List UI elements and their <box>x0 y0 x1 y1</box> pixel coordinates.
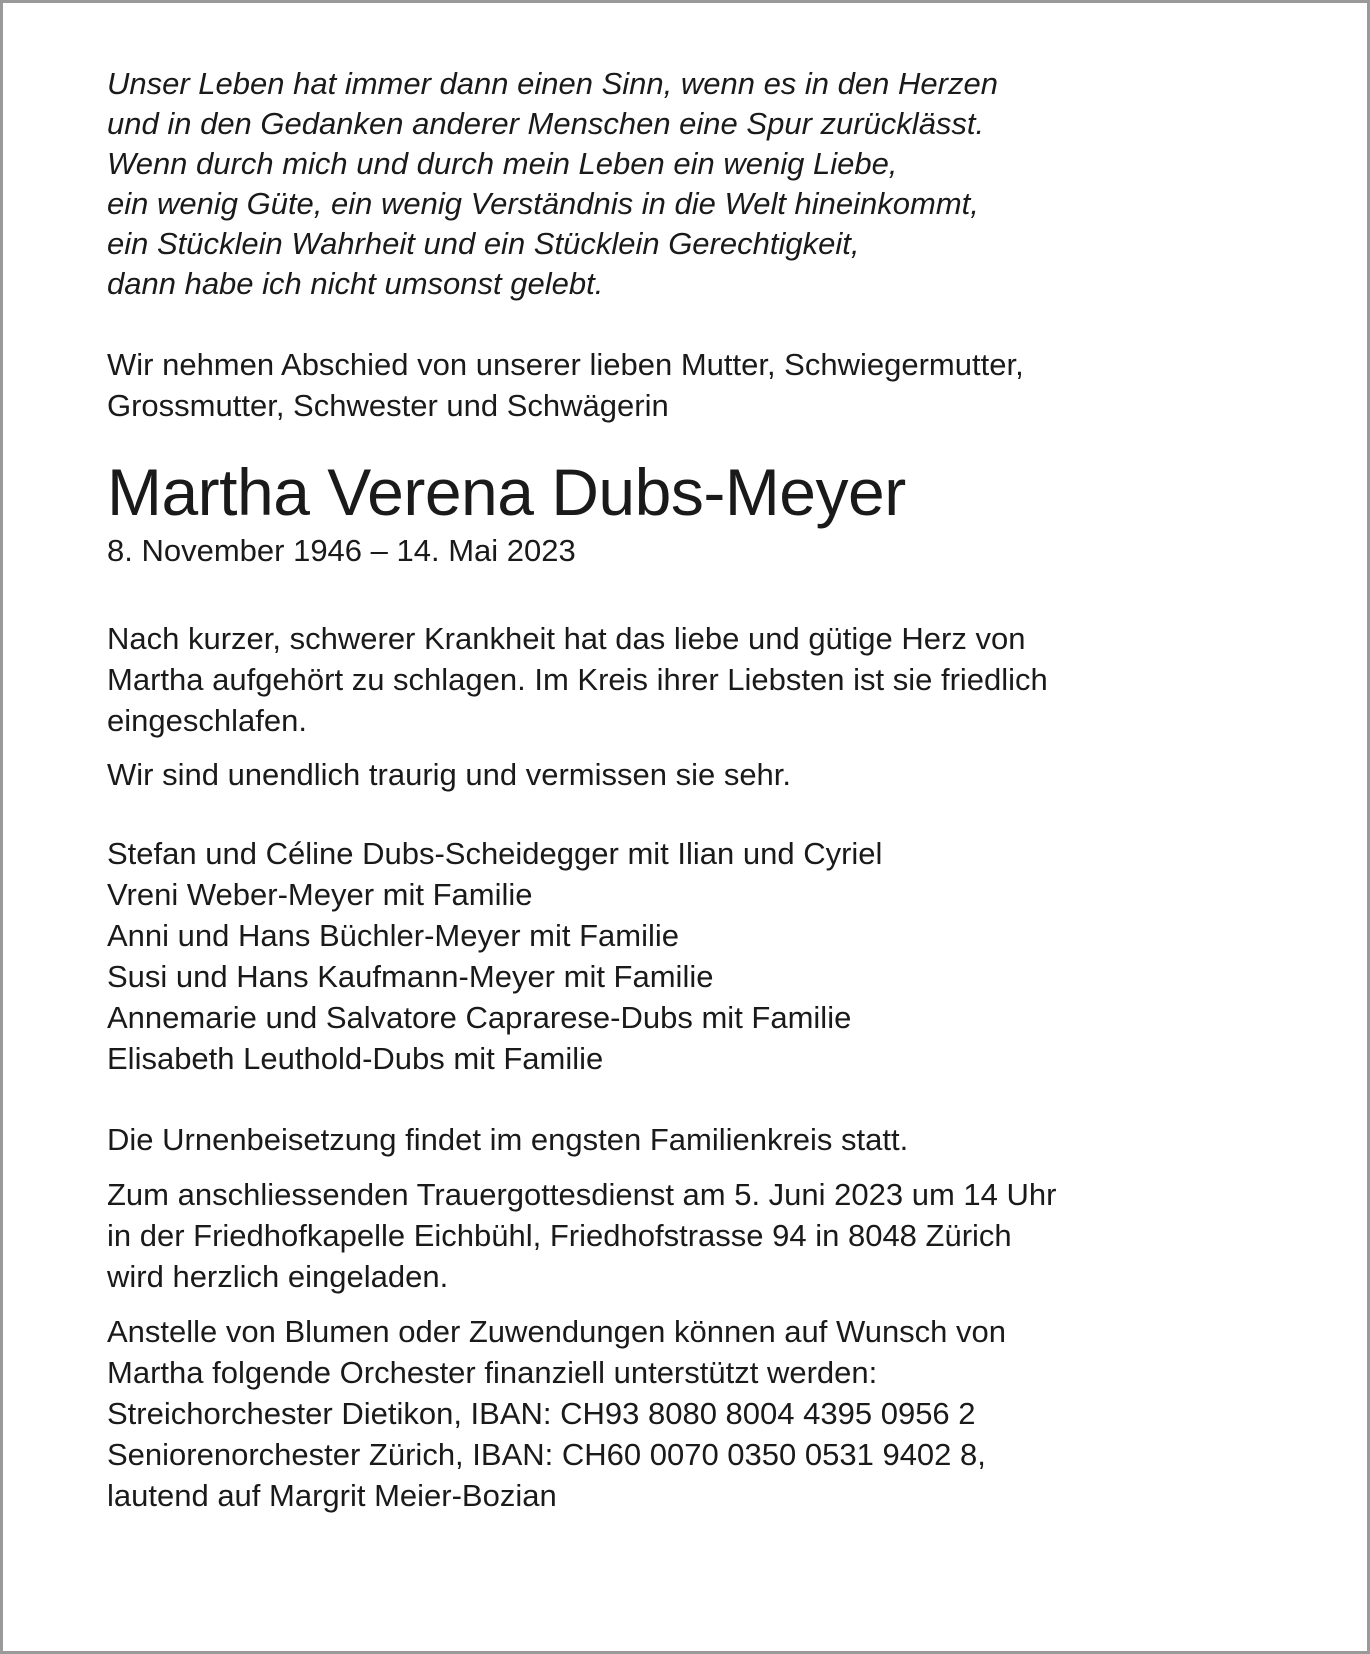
burial-text: Die Urnenbeisetzung findet im engsten Familienkreis statt. <box>107 1122 909 1157</box>
poem <box>107 64 1287 304</box>
deceased-name: Martha Verena Dubs-Meyer <box>107 455 906 529</box>
donation-info <box>107 1311 1287 1516</box>
poem-line: ein Stücklein Wahrheit und ein Stücklein Gerechtigkeit, <box>107 226 860 261</box>
service-line: in der Friedhofkapelle Eichbühl, Friedhofstrasse 94 in 8048 Zürich <box>107 1218 1012 1253</box>
poem-line: Wenn durch mich und durch mein Leben ein wenig Liebe, <box>107 146 898 181</box>
service-line: Zum anschliessenden Trauergottesdienst am 5. Juni 2023 um 14 Uhr <box>107 1177 1057 1212</box>
life-dates <box>107 530 1287 571</box>
poem-line: ein wenig Güte, ein wenig Verständnis in die Welt hineinkommt, <box>107 186 979 221</box>
life-dates-text: 8. November 1946 – 14. Mai 2023 <box>107 533 576 568</box>
donation-line: Martha folgende Orchester finanziell unterstützt werden: <box>107 1355 878 1390</box>
mourner: Anni und Hans Büchler-Meyer mit Familie <box>107 918 679 953</box>
mourner: Vreni Weber-Meyer mit Familie <box>107 877 533 912</box>
mourner: Annemarie und Salvatore Caprarese-Dubs mit Familie <box>107 1000 852 1035</box>
mourner: Elisabeth Leuthold-Dubs mit Familie <box>107 1041 604 1076</box>
burial-notice <box>107 1119 1287 1160</box>
donation-line: Anstelle von Blumen oder Zuwendungen können auf Wunsch von <box>107 1314 1007 1349</box>
obituary-notice <box>107 64 1287 1516</box>
mourner: Susi und Hans Kaufmann-Meyer mit Familie <box>107 959 714 994</box>
intro-line: Grossmutter, Schwester und Schwägerin <box>107 388 669 423</box>
poem-line: und in den Gedanken anderer Menschen eine Spur zurücklässt. <box>107 106 985 141</box>
passing-message <box>107 618 1287 741</box>
sadness-statement <box>107 754 1287 795</box>
service-line: wird herzlich eingeladen. <box>107 1259 449 1294</box>
farewell-intro <box>107 344 1287 426</box>
intro-line: Wir nehmen Abschied von unserer lieben Mutter, Schwiegermutter, <box>107 347 1024 382</box>
donation-line: Seniorenorchester Zürich, IBAN: CH60 0070 0350 0531 9402 8, <box>107 1437 986 1472</box>
message-line: eingeschlafen. <box>107 703 307 738</box>
donation-line: lautend auf Margrit Meier-Bozian <box>107 1478 557 1513</box>
poem-line: Unser Leben hat immer dann einen Sinn, wenn es in den Herzen <box>107 66 998 101</box>
sadness-text: Wir sind unendlich traurig und vermissen sie sehr. <box>107 757 792 792</box>
donation-line: Streichorchester Dietikon, IBAN: CH93 8080 8004 4395 0956 2 <box>107 1396 976 1431</box>
message-line: Nach kurzer, schwerer Krankheit hat das liebe und gütige Herz von <box>107 621 1026 656</box>
poem-line: dann habe ich nicht umsonst gelebt. <box>107 266 604 301</box>
mourners-list <box>107 833 1287 1079</box>
message-line: Martha aufgehört zu schlagen. Im Kreis ihrer Liebsten ist sie friedlich <box>107 662 1048 697</box>
service-invitation <box>107 1174 1287 1297</box>
mourner: Stefan und Céline Dubs-Scheidegger mit Ilian und Cyriel <box>107 836 883 871</box>
